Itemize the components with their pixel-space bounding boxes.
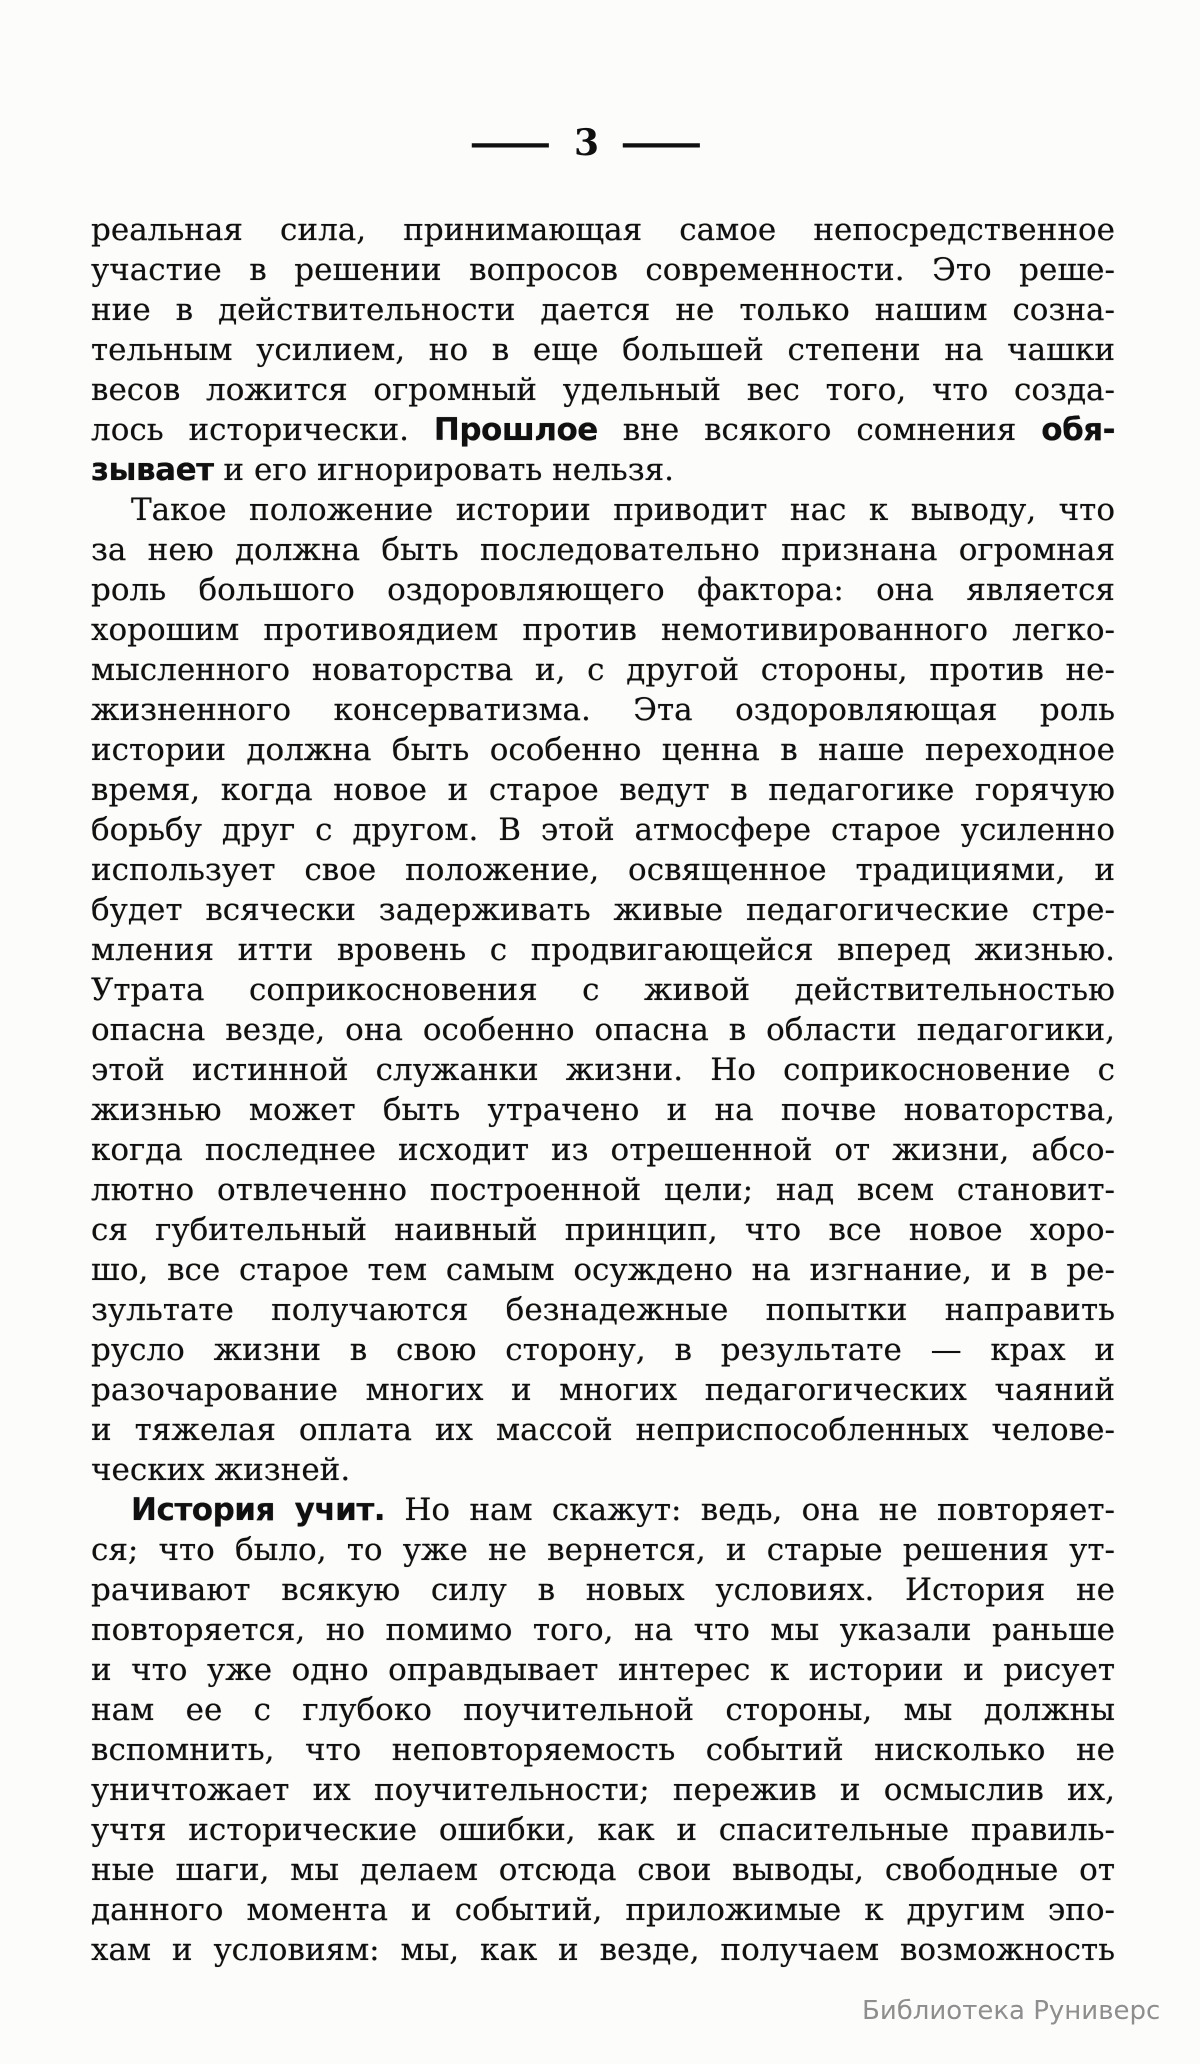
text-line bbox=[91, 1210, 1115, 1250]
text-line bbox=[91, 1090, 1115, 1130]
text-segment: данного момента и событий, приложимые к другим эпо- bbox=[91, 1892, 1115, 1928]
page-header bbox=[0, 122, 1174, 164]
text-segment: за нею должна быть последовательно признана огромная bbox=[91, 532, 1115, 568]
text-line bbox=[91, 850, 1115, 890]
text-segment: лютно отвлеченно построенной цели; над всем становит- bbox=[91, 1172, 1115, 1208]
text-line bbox=[91, 1890, 1115, 1930]
text-segment: этой истинной служанки жизни. Но соприкосновение с bbox=[91, 1052, 1115, 1088]
text-line bbox=[91, 210, 1115, 250]
text-segment: участие в решении вопросов современности. Это реше- bbox=[91, 252, 1115, 288]
text-segment: уничтожает их поучительности; пережив и осмыслив их, bbox=[91, 1772, 1115, 1808]
text-line bbox=[91, 1690, 1115, 1730]
text-line bbox=[91, 1730, 1115, 1770]
text-line bbox=[91, 330, 1115, 370]
text-line bbox=[91, 290, 1115, 330]
text-line bbox=[91, 530, 1115, 570]
text-segment: когда последнее исходит из отрешенной от жизни, абсо- bbox=[91, 1132, 1115, 1168]
text-line bbox=[91, 1330, 1115, 1370]
bold-phrase: История учит. bbox=[131, 1492, 386, 1528]
text-segment: опасна везде, она особенно опасна в области педагогики, bbox=[91, 1012, 1115, 1048]
bold-phrase: зывает bbox=[91, 452, 214, 488]
text-line bbox=[91, 730, 1115, 770]
text-line bbox=[91, 570, 1115, 610]
text-segment: жизненного консерватизма. Эта оздоровляющая роль bbox=[91, 692, 1115, 728]
page-number: 3 bbox=[573, 122, 601, 164]
text-line bbox=[91, 650, 1115, 690]
text-segment: рачивают всякую силу в новых условиях. История не bbox=[91, 1572, 1115, 1608]
text-segment: истории должна быть особенно ценна в наше переходное bbox=[91, 732, 1115, 768]
text-block bbox=[91, 210, 1115, 1970]
text-line bbox=[91, 1290, 1115, 1330]
text-segment: весов ложится огромный удельный вес того, что созда- bbox=[91, 372, 1115, 408]
text-segment: лось исторически. bbox=[91, 412, 434, 448]
text-line bbox=[91, 930, 1115, 970]
text-line bbox=[91, 1930, 1115, 1970]
text-line bbox=[91, 450, 1115, 490]
text-segment: и что уже одно оправдывает интерес к истории и рисует bbox=[91, 1652, 1115, 1688]
text-segment: и тяжелая оплата их массой неприспособленных челове- bbox=[91, 1412, 1115, 1448]
text-line bbox=[91, 970, 1115, 1010]
bold-phrase: Прошлое bbox=[433, 412, 598, 448]
text-segment: мления итти вровень с продвигающейся вперед жизнью. bbox=[91, 932, 1115, 968]
text-segment: тельным усилием, но в еще большей степени на чашки bbox=[91, 332, 1115, 368]
text-segment: учтя исторические ошибки, как и спасительные правиль- bbox=[91, 1812, 1115, 1848]
text-line bbox=[91, 890, 1115, 930]
text-segment: русло жизни в свою сторону, в результате — крах и bbox=[91, 1332, 1115, 1368]
text-segment: повторяется, но помимо того, на что мы указали раньше bbox=[91, 1612, 1115, 1648]
watermark-text: Библиотека Руниверс bbox=[862, 1996, 1161, 2026]
text-line bbox=[91, 1410, 1115, 1450]
text-segment: Утрата соприкосновения с живой действительностью bbox=[91, 972, 1115, 1008]
text-line bbox=[91, 1610, 1115, 1650]
text-segment: ные шаги, мы делаем отсюда свои выводы, свободные от bbox=[91, 1852, 1115, 1888]
text-line bbox=[91, 410, 1115, 450]
text-segment: Такое положение истории приводит нас к выводу, что bbox=[131, 492, 1115, 528]
text-segment: реальная сила, принимающая самое непосредственное bbox=[91, 212, 1115, 248]
text-segment: борьбу друг с другом. В этой атмосфере старое усиленно bbox=[91, 812, 1115, 848]
text-line bbox=[91, 1010, 1115, 1050]
text-segment: зультате получаются безнадежные попытки направить bbox=[91, 1292, 1115, 1328]
text-segment: вспомнить, что неповторяемость событий нисколько не bbox=[91, 1732, 1115, 1768]
text-line bbox=[91, 1050, 1115, 1090]
text-segment: мысленного новаторства и, с другой стороны, против не- bbox=[91, 652, 1115, 688]
text-segment: время, когда новое и старое ведут в педагогике горячую bbox=[91, 772, 1115, 808]
text-segment: жизнью может быть утрачено и на почве новаторства, bbox=[91, 1092, 1115, 1128]
text-line bbox=[91, 1770, 1115, 1810]
text-segment: ческих жизней. bbox=[91, 1452, 351, 1488]
text-line bbox=[91, 1810, 1115, 1850]
text-segment: хорошим противоядием против немотивированного легко- bbox=[91, 612, 1115, 648]
text-segment: нам ее с глубоко поучительной стороны, мы должны bbox=[91, 1692, 1115, 1728]
text-segment: хам и условиям: мы, как и везде, получаем возможность bbox=[91, 1932, 1115, 1968]
text-line bbox=[91, 1530, 1115, 1570]
header-rule-left: — bbox=[467, 122, 556, 164]
paragraph bbox=[91, 490, 1115, 1490]
text-segment: и его игнорировать нельзя. bbox=[213, 452, 675, 488]
text-line bbox=[91, 1570, 1115, 1610]
text-line bbox=[91, 370, 1115, 410]
text-segment: будет всячески задерживать живые педагогические стре- bbox=[91, 892, 1115, 928]
text-segment: ние в действительности дается не только нашим созна- bbox=[91, 292, 1115, 328]
text-segment: Но нам скажут: ведь, она не повторяет- bbox=[385, 1492, 1115, 1528]
text-segment: роль большого оздоровляющего фактора: она является bbox=[91, 572, 1115, 608]
text-segment: шо, все старое тем самым осуждено на изгнание, и в ре- bbox=[91, 1252, 1115, 1288]
text-line bbox=[91, 1130, 1115, 1170]
text-line bbox=[91, 1850, 1115, 1890]
text-line bbox=[91, 1490, 1115, 1530]
text-line bbox=[91, 1170, 1115, 1210]
header-rule-right: — bbox=[618, 122, 707, 164]
text-line bbox=[91, 250, 1115, 290]
text-line bbox=[91, 810, 1115, 850]
text-line bbox=[91, 1450, 1115, 1490]
text-line bbox=[91, 610, 1115, 650]
text-segment: вне всякого сомнения bbox=[597, 412, 1042, 448]
text-line bbox=[91, 490, 1115, 530]
text-segment: разочарование многих и многих педагогических чаяний bbox=[91, 1372, 1115, 1408]
text-segment: ся; что было, то уже не вернется, и старые решения ут- bbox=[91, 1532, 1115, 1568]
text-line bbox=[91, 1370, 1115, 1410]
text-segment: ся губительный наивный принцип, что все новое хоро- bbox=[91, 1212, 1115, 1248]
text-line bbox=[91, 770, 1115, 810]
text-segment: использует свое положение, освященное традициями, и bbox=[91, 852, 1115, 888]
paragraph bbox=[91, 1490, 1115, 1970]
text-line bbox=[91, 690, 1115, 730]
text-line bbox=[91, 1650, 1115, 1690]
text-line bbox=[91, 1250, 1115, 1290]
bold-phrase: обя- bbox=[1041, 412, 1115, 448]
paragraph bbox=[91, 210, 1115, 490]
